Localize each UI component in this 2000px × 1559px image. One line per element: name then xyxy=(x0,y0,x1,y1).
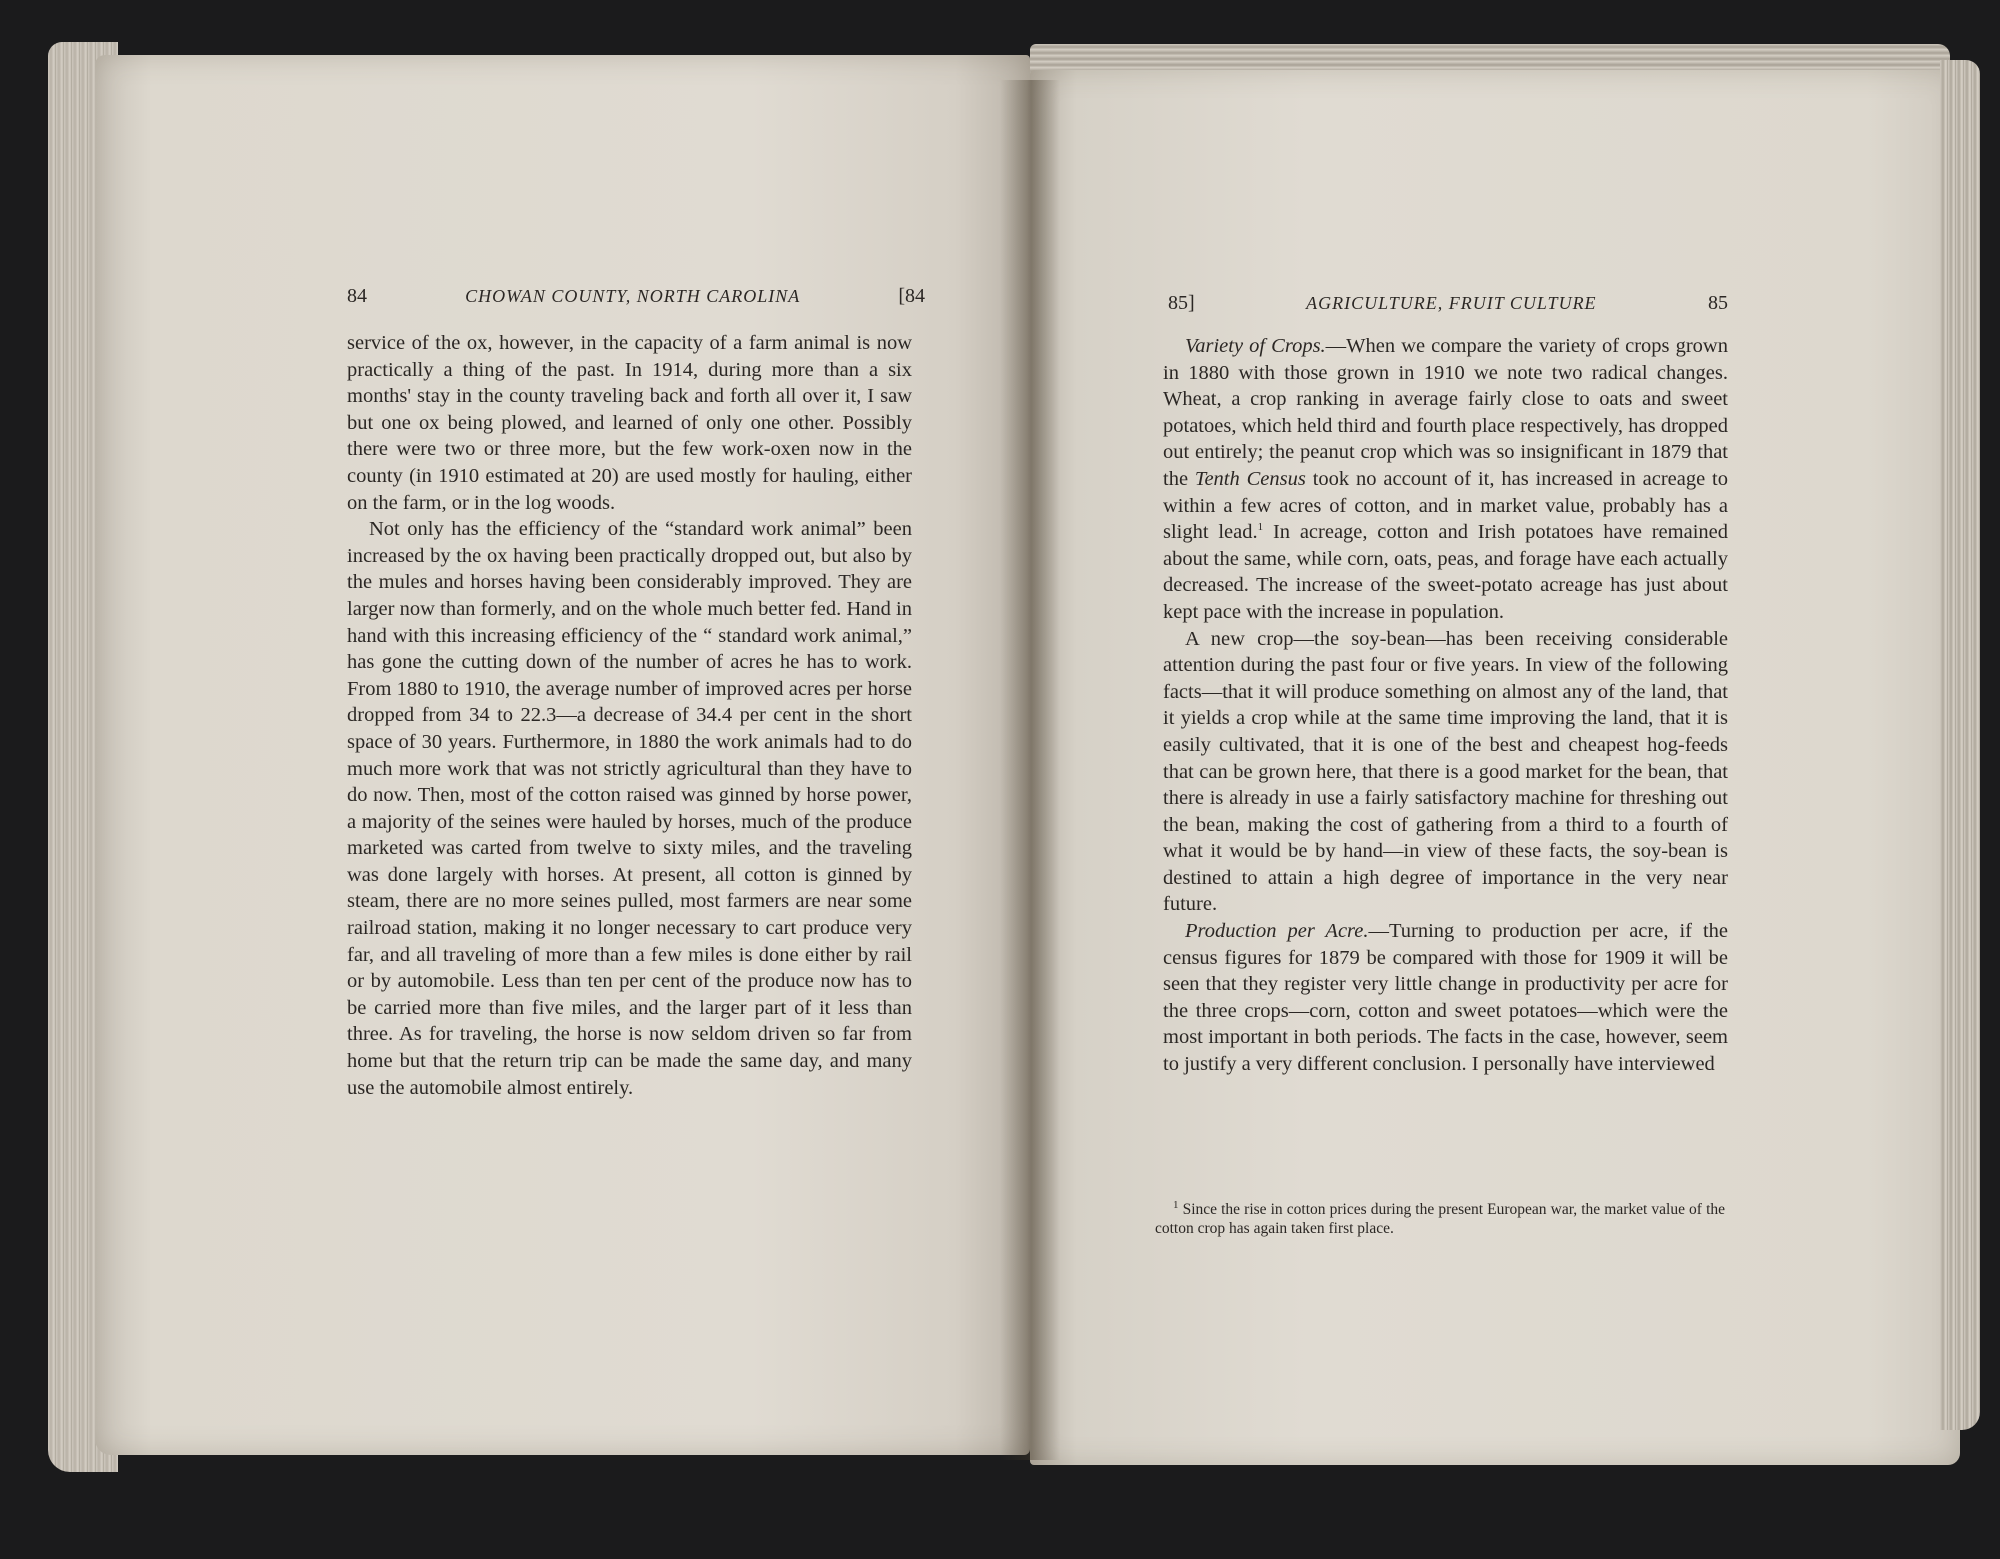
left-bracket-number: [84 xyxy=(898,285,925,307)
right-page-number: 85 xyxy=(1707,292,1728,314)
right-paragraph-soy-bean: A new crop—the soy-bean—has been receiving considerable attention during the past four or five years. In view of the following facts—that it will produce something on almost any of the land, that it yields a crop while at the same time improving the land, that it is easily cultivated, that it is one of the best and cheapest hog-feeds that can be grown here, that there is a good market for the bean, that there is already in use a fairly satisfactory machine for threshing out the bean, making the cost of gathering from a third to a fourth of what it would be by hand—in view of these facts, the soy-bean is destined to attain a high degree of importance in the very near future. xyxy=(1163,627,1728,916)
left-page-body xyxy=(347,330,912,1101)
right-paragraph-variety-of-crops xyxy=(1163,333,1728,626)
variety-text-part-2: took no account of it, has increased in acreage to within a few acres of cotton, and in market value, probably has a slight lead. xyxy=(1163,467,1729,544)
left-running-title: CHOWAN COUNTY, NORTH CAROLINA xyxy=(465,286,801,306)
tenth-census-title: Tenth Census xyxy=(1194,467,1306,490)
footnote-mark: 1 xyxy=(1173,1198,1179,1211)
left-paragraph-2: Not only has the efficiency of the “standard work animal” been increased by the ox having been practically dropped out, but also by the mules and horses having been considerably improved. They are larger now than formerly, and on the whole much better fed. Hand in hand with this increasing efficiency of the “ standard work animal,” has gone the cutting down of the number of acres he has to work. From 1880 to 1910, the average number of improved acres per horse dropped from 34 to 22.3—a decrease of 34.4 per cent in the short space of 30 years. Furthermore, in 1880 the work animals had to do much more work that was not strictly agricultural than they have to do now. Then, most of the cotton raised was ginned by horse power, a majority of the seines were hauled by horses, much of the produce marketed was carted from twelve to sixty miles, and the traveling was done largely with horses. At present, all cotton is ginned by steam, there are no more seines pulled, most farmers are near some railroad station, making it no longer necessary to cart produce very far, and all traveling of more than a few miles is done either by rail or by automobile. Less than ten per cent of the produce now has to be carried more than five miles, and the larger part of it less than three. As for traveling, the horse is now seldom driven so far from home but that the return trip can be made the same day, and many use the automobile almost entirely. xyxy=(347,518,912,1099)
left-page-number: 84 xyxy=(347,285,367,307)
right-page-footnote xyxy=(1155,1200,1725,1238)
right-page-body xyxy=(1163,333,1728,1078)
right-page-edges xyxy=(1940,60,1980,1430)
right-paragraph-production-per-acre xyxy=(1163,918,1728,1078)
production-text: —Turning to production per acre, if the census figures for 1879 be compared with those for 1909 it will be seen that they register very little change in productivity per acre for the three crops—corn, cotton and sweet potatoes—which were the most important in both periods. The facts in the case, however, seem to justify a very different conclusion. I personally have interviewed xyxy=(1163,920,1729,1076)
footnote-text: Since the rise in cotton prices during the present European war, the market value of the cotton crop has again taken first place. xyxy=(1155,1201,1725,1237)
right-bracket-number: 85] xyxy=(1168,292,1195,314)
footnote-1 xyxy=(1155,1200,1725,1238)
production-per-acre-heading: Production per Acre. xyxy=(1185,920,1369,943)
left-running-head xyxy=(347,285,925,308)
footnote-reference: 1 xyxy=(1257,521,1264,534)
left-paragraph-1: service of the ox, however, in the capacity of a farm animal is now practically a thing of the past. In 1914, during more than a six months' stay in the county traveling back and forth all over it, I saw but one ox being plowed, and learned of only one other. Possibly there were two or three more, but the few work-oxen now in the county (in 1910 estimated at 20) are used mostly for hauling, either on the farm, or in the log woods. xyxy=(347,332,912,514)
variety-of-crops-heading: Variety of Crops. xyxy=(1185,335,1326,357)
book-gutter xyxy=(1000,80,1060,1460)
right-running-title: AGRICULTURE, FRUIT CULTURE xyxy=(1306,293,1597,313)
right-running-head xyxy=(1168,292,1728,315)
variety-text-part-1: —When we compare the variety of crops grown in 1880 with those grown in 1910 we note two radical changes. Wheat, a crop ranking in average fairly close to oats and sweet potatoes, which held third and fourth place respectively, has dropped out entirely; the peanut crop which was so insignificant in 1879 that the xyxy=(1163,335,1728,490)
variety-text-part-3: In acreage, cotton and Irish potatoes have remained about the same, while corn, oats, peas, and forage have each actually decreased. The increase of the sweet-potato acreage has just about kept pace with the increase in population. xyxy=(1163,521,1728,623)
